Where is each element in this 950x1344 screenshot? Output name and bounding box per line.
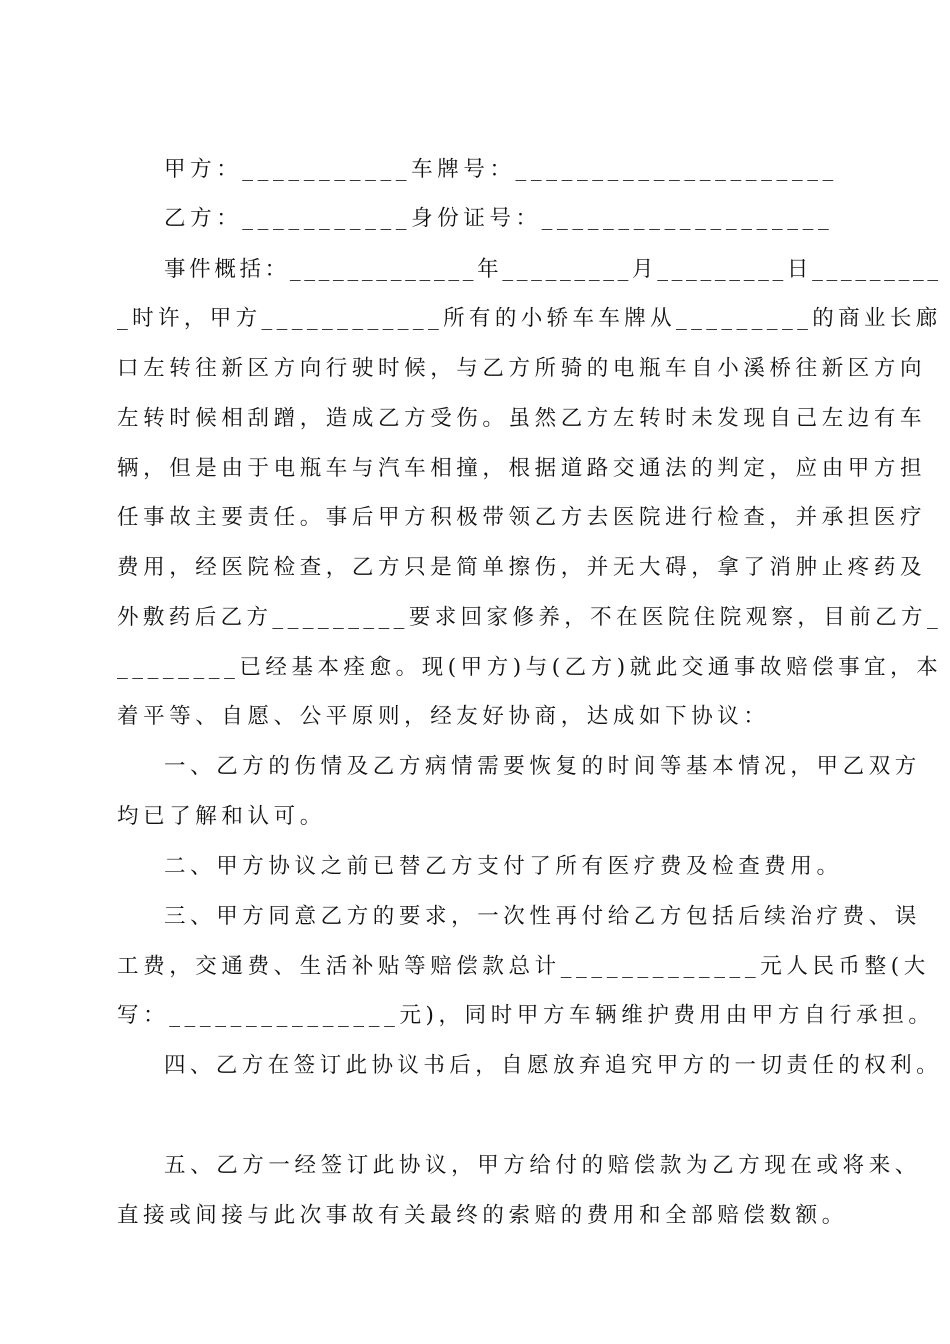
- party-a-text: 甲方：___________车牌号：_____________________: [164, 157, 838, 182]
- paragraph-line: [117, 454, 926, 484]
- clause-2-text: 二、甲方协议之前已替乙方支付了所有医疗费及检查费用。: [164, 854, 843, 879]
- incident-summary-line: [164, 255, 942, 285]
- paragraph-line: [117, 304, 942, 334]
- clause-3-line: [117, 1001, 934, 1031]
- paragraph-text: 任事故主要责任。事后甲方积极带领乙方去医院进行检查，并承担医疗: [117, 505, 927, 530]
- clause-1-text: 均已了解和认可。: [117, 804, 326, 829]
- clause-5-text: 五、乙方一经签订此协议，甲方给付的赔偿款为乙方现在或将来、: [164, 1153, 921, 1178]
- clause-1-line: [117, 802, 326, 832]
- paragraph-line: [117, 653, 942, 683]
- paragraph-line: [117, 503, 926, 533]
- clause-5-line: [164, 1151, 921, 1181]
- paragraph-text: 辆，但是由于电瓶车与汽车相撞，根据道路交通法的判定，应由甲方担: [117, 456, 927, 481]
- paragraph-text: 外敷药后乙方_________要求回家修养，不在医院住院观察，目前乙方_: [117, 605, 943, 630]
- clause-4-line: [164, 1051, 942, 1081]
- party-a-line: [164, 155, 838, 185]
- clause-3-text: 三、甲方同意乙方的要求，一次性再付给乙方包括后续治疗费、误: [164, 904, 921, 929]
- clause-5-text: 直接或间接与此次事故有关最终的索赔的费用和全部赔偿数额。: [117, 1203, 848, 1228]
- clause-3-line: [164, 902, 921, 932]
- paragraph-text: 口左转往新区方向行驶时候，与乙方所骑的电瓶车自小溪桥往新区方向: [117, 356, 927, 381]
- paragraph-text: 费用，经医院检查，乙方只是简单擦伤，并无大碍，拿了消肿止疼药及: [117, 555, 927, 580]
- clause-3-text: 工费，交通费、生活补贴等赔偿款总计_____________元人民币整(大: [117, 954, 930, 979]
- clause-3-line: [117, 952, 930, 982]
- clause-4-text: 四、乙方在签订此协议书后，自愿放弃追究甲方的一切责任的权利。: [164, 1053, 943, 1078]
- paragraph-line: [117, 603, 942, 633]
- paragraph-text: ________已经基本痊愈。现(甲方)与(乙方)就此交通事故赔偿事宜，本: [117, 655, 943, 680]
- clause-1-text: 一、乙方的伤情及乙方病情需要恢复的时间等基本情况，甲乙双方: [164, 754, 921, 779]
- paragraph-text: 左转时候相刮蹭，造成乙方受伤。虽然乙方左转时未发现自己左边有车: [117, 406, 927, 431]
- clause-3-text: 写：_______________元)，同时甲方车辆维护费用由甲方自行承担。: [117, 1003, 935, 1028]
- paragraph-line: [117, 553, 926, 583]
- paragraph-line: [117, 354, 926, 384]
- paragraph-text: 着平等、自愿、公平原则，经友好协商，达成如下协议：: [117, 704, 770, 729]
- clause-2-line: [164, 852, 843, 882]
- party-b-line: [164, 204, 833, 234]
- clause-1-line: [164, 752, 921, 782]
- paragraph-line: [117, 702, 770, 732]
- party-b-text: 乙方：___________身份证号：___________________: [164, 206, 834, 231]
- paragraph-text: _时许，甲方____________所有的小轿车车牌从_________的商业长廊: [117, 306, 942, 331]
- paragraph-line: [117, 404, 926, 434]
- clause-5-line: [117, 1201, 848, 1231]
- incident-summary-text: 事件概括：_____________年_________月_________日_________: [164, 257, 942, 282]
